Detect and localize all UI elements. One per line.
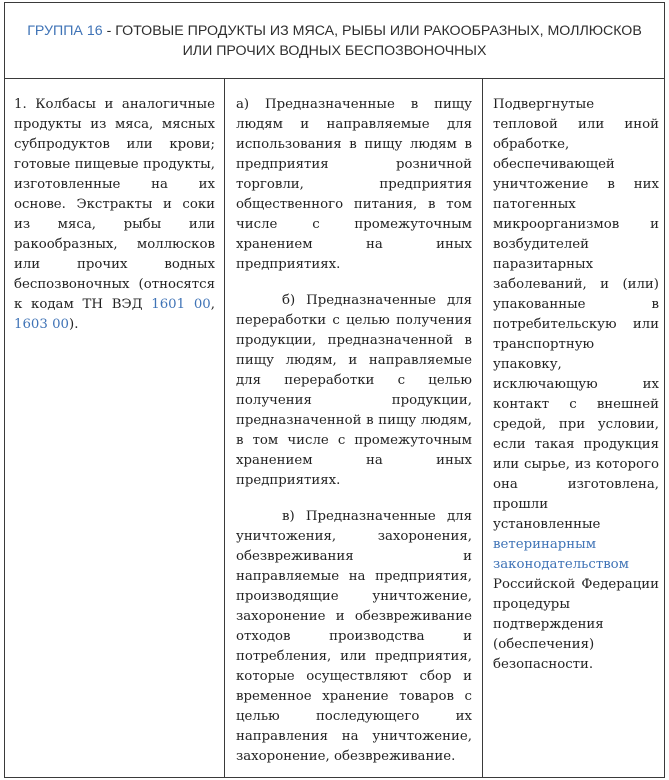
- purpose-item-a: а) Предназначенные в пищу людям и направляемые для использования в пищу людям в предприятия розничной торговли, предприятия общественного питания, в том числе с промежуточным хранением на иных предприятиях.: [236, 97, 472, 272]
- table-header: [5, 3, 664, 79]
- product-description: [14, 95, 215, 335]
- condition-description: [493, 95, 659, 675]
- product-text-end: ).: [69, 317, 79, 332]
- purpose-column: [225, 79, 483, 777]
- condition-text-after: Российской Федерации процедуры подтверждения (обеспечения) безопасности.: [493, 577, 659, 672]
- tnved-1603-link[interactable]: 1603 00: [14, 317, 69, 332]
- table-body: [5, 79, 664, 777]
- product-text: 1. Колбасы и аналогичные продукты из мяса, мясных субпродуктов или крови; готовые пищевые продукты, изготовленные на их основе. Экстракты и соки из мяса, рыбы или ракообразных, моллюсков или прочих водных беспозвоночных (относятся к кодам ТН ВЭД: [14, 97, 215, 312]
- tnved-1601-link[interactable]: 1601 00: [151, 297, 211, 312]
- group-16-link[interactable]: ГРУППА 16: [27, 22, 103, 39]
- group-title: [15, 21, 654, 61]
- purpose-item-b: б) Предназначенные для переработки с целью получения продукции, предназначенной в пищу людям, и направляемые для переработки с целью получения продукции, предназначенной в пищу людям, в том числе с промежуточным хранением на иных предприятиях.: [236, 293, 472, 488]
- code-separator: ,: [210, 297, 215, 312]
- classification-table: [4, 2, 665, 778]
- purpose-item-c: в) Предназначенные для уничтожения, захоронения, обезвреживания и направляемые на предприятия, производящие уничтожение, захоронение и обезвреживание отходов производства и потребления, или предприятия, которые осуществляют сбор и временное хранение товаров с целью последующего их направления на уничтожение, захоронение, обезвреживание.: [236, 509, 472, 764]
- veterinary-law-link[interactable]: ветеринарным законодательством: [493, 537, 630, 572]
- product-column: [5, 79, 225, 777]
- condition-text-before: Подвергнутые тепловой или иной обработке, обеспечивающей уничтожение в них патогенных микроорганизмов и возбудителей паразитарных заболеваний, и (или) упакованные в потребительскую или транспортную упаковку, исключающую их контакт с внешней средой, при условии, если такая продукция или сырье, из которого она изготовлена, прошли установленные: [493, 97, 659, 532]
- group-title-text: - ГОТОВЫЕ ПРОДУКТЫ ИЗ МЯСА, РЫБЫ ИЛИ РАКООБРАЗНЫХ, МОЛЛЮСКОВ ИЛИ ПРОЧИХ ВОДНЫХ БЕСПОЗВОНОЧНЫХ: [102, 22, 642, 59]
- condition-column: [483, 79, 664, 777]
